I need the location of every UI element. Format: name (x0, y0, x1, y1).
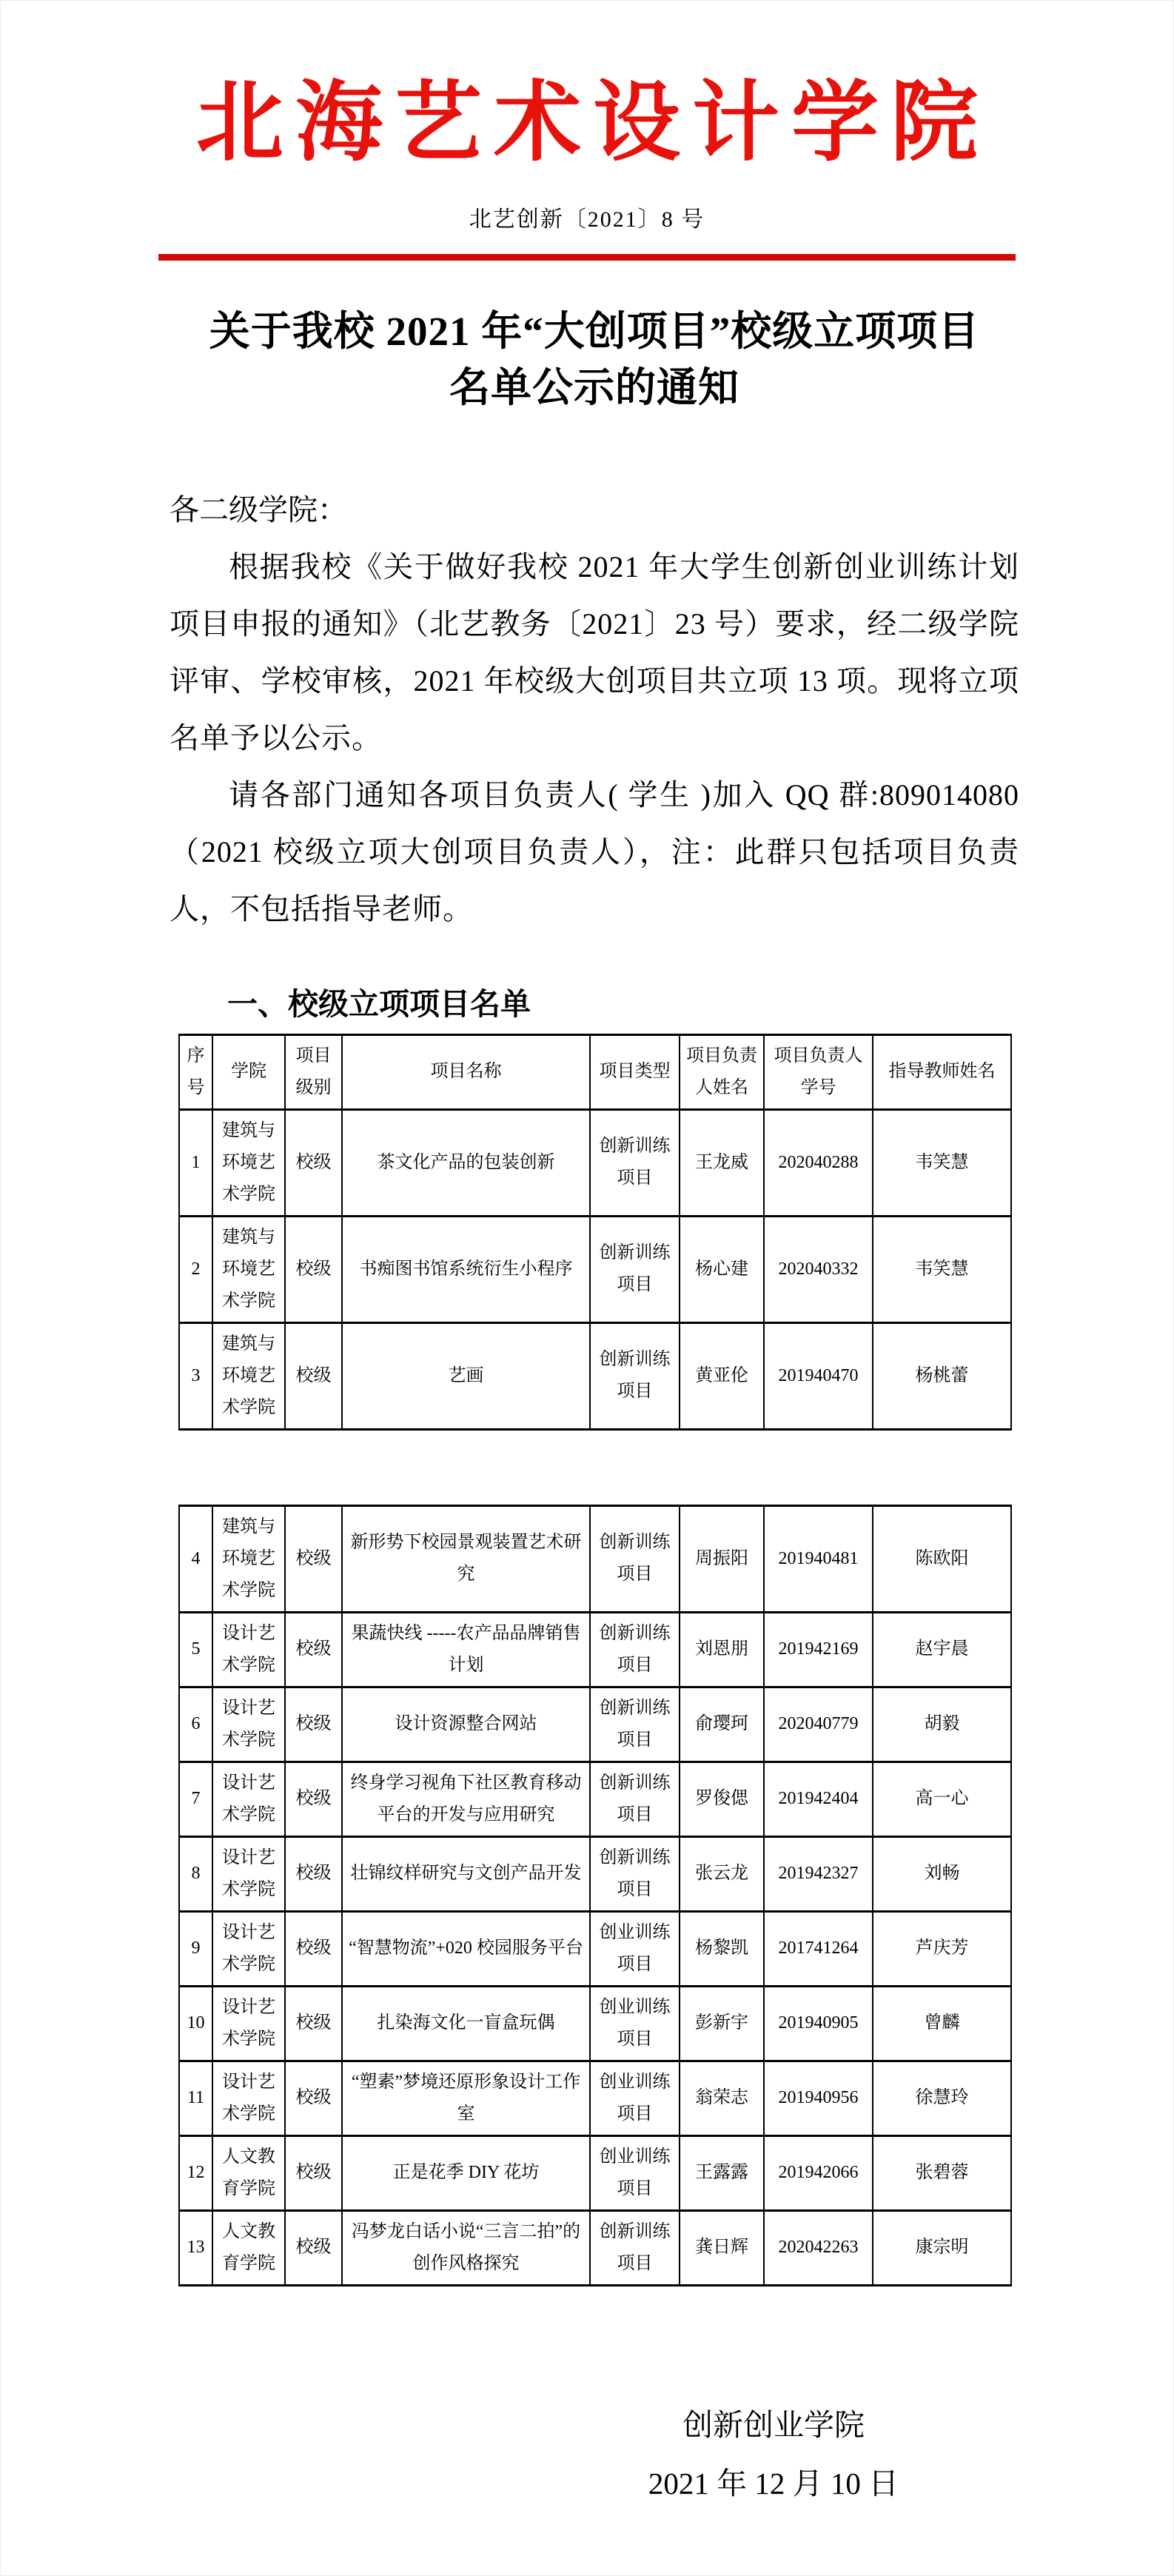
table-cell: 胡毅 (873, 1687, 1011, 1762)
signature-date: 2021 年 12 月 10 日 (648, 2466, 899, 2500)
signature-department: 创新创业学院 (682, 2407, 865, 2442)
table-cell: “塑素”梦境还原形象设计工作室 (342, 2061, 590, 2135)
table-cell: 彭新宇 (680, 1986, 764, 2061)
red-divider-rule (158, 254, 1016, 261)
table-cell: 校级 (285, 1612, 342, 1687)
table-cell: 创业训练项目 (590, 2061, 680, 2135)
table-cell: 创新训练项目 (590, 1687, 680, 1762)
projects-table-header (179, 1034, 1011, 1109)
table-cell: 黄亚伦 (680, 1322, 764, 1429)
table-cell: 果蔬快线 -----农产品品牌销售计划 (342, 1612, 590, 1687)
table-cell: 张云龙 (680, 1836, 764, 1911)
table-cell: 书痴图书馆系统衍生小程序 (342, 1216, 590, 1322)
table-cell: 201942327 (764, 1836, 873, 1911)
table-cell: 建筑与环境艺术学院 (212, 1505, 285, 1612)
table-row (179, 1986, 1011, 2061)
table-cell: 创新训练项目 (590, 1322, 680, 1429)
table-cell: 设计艺术学院 (212, 1911, 285, 1986)
table-cell: 创新训练项目 (590, 1762, 680, 1836)
table-row (179, 2210, 1011, 2285)
salutation: 各二级学院： (170, 492, 347, 526)
projects-table-part2 (178, 1505, 1012, 2286)
table-cell: 杨桃蕾 (873, 1322, 1011, 1429)
table-cell: 创新训练项目 (590, 1505, 680, 1612)
table-cell: 201940956 (764, 2061, 873, 2135)
table-cell: 校级 (285, 2210, 342, 2285)
table-row (179, 1911, 1011, 1986)
table-cell: 1 (179, 1109, 212, 1216)
column-header: 项目名称 (342, 1034, 590, 1109)
table-cell: 201942169 (764, 1612, 873, 1687)
institution-masthead: 北海艺术设计学院 (195, 75, 990, 172)
table-cell: 王露露 (680, 2135, 764, 2210)
document-number: 北艺创新〔2021〕8 号 (469, 207, 705, 232)
table-cell: 徐慧玲 (873, 2061, 1011, 2135)
table-row (179, 2061, 1011, 2135)
table-cell: 建筑与环境艺术学院 (212, 1322, 285, 1429)
table-cell: 翁荣志 (680, 2061, 764, 2135)
table-cell: 校级 (285, 1216, 342, 1322)
table-row (179, 1612, 1011, 1687)
table-cell: 201940905 (764, 1986, 873, 2061)
table-cell: 艺画 (342, 1322, 590, 1429)
table-cell: 周振阳 (680, 1505, 764, 1612)
table-cell: 韦笑慧 (873, 1109, 1011, 1216)
table-cell: 创业训练项目 (590, 1911, 680, 1986)
table-cell: 设计艺术学院 (212, 1986, 285, 2061)
table-cell: 校级 (285, 1986, 342, 2061)
table-cell: 芦庆芳 (873, 1911, 1011, 1986)
table-cell: 康宗明 (873, 2210, 1011, 2285)
section-heading: 一、校级立项项目名单 (227, 986, 531, 1021)
table-cell: 创业训练项目 (590, 1986, 680, 2061)
table-cell: 4 (179, 1505, 212, 1612)
table-cell: 龚日辉 (680, 2210, 764, 2285)
column-header: 项目负责人学号 (764, 1034, 873, 1109)
table-row (179, 1762, 1011, 1836)
table-cell: 201741264 (764, 1911, 873, 1986)
table-cell: 201942404 (764, 1762, 873, 1836)
table-cell: 韦笑慧 (873, 1216, 1011, 1322)
body-paragraph-1: 根据我校《关于做好我校 2021 年大学生创新创业训练计划项目申报的通知》（北艺教务〔2021〕23 号）要求，经二级学院评审、学校审核，2021 年校级大创项目共立项 13 项。现将立项名单予以公示。 (170, 549, 1019, 755)
table-cell: 创新训练项目 (590, 1216, 680, 1322)
table-row (179, 2135, 1011, 2210)
table-cell: 8 (179, 1836, 212, 1911)
table-cell: 201940481 (764, 1505, 873, 1612)
table-cell: 校级 (285, 1109, 342, 1216)
table-cell: 校级 (285, 2135, 342, 2210)
notice-title-line1: 关于我校 2021 年“大创项目”校级立项项目 (209, 308, 980, 354)
table-cell: 正是花季 DIY 花坊 (342, 2135, 590, 2210)
table-cell: 俞璎珂 (680, 1687, 764, 1762)
table-cell: 校级 (285, 1911, 342, 1986)
table-cell: 13 (179, 2210, 212, 2285)
table-cell: 茶文化产品的包装创新 (342, 1109, 590, 1216)
table-cell: 曾麟 (873, 1986, 1011, 2061)
table-cell: 5 (179, 1612, 212, 1687)
table-row (179, 1109, 1011, 1216)
table-row (179, 1322, 1011, 1429)
table-cell: 建筑与环境艺术学院 (212, 1216, 285, 1322)
header-row (179, 1034, 1011, 1109)
table-cell: 扎染海文化一盲盒玩偶 (342, 1986, 590, 2061)
table-cell: 202040332 (764, 1216, 873, 1322)
table-cell: 校级 (285, 2061, 342, 2135)
table-cell: 新形势下校园景观装置艺术研究 (342, 1505, 590, 1612)
projects-table-part1 (178, 1034, 1012, 1431)
table-cell: 7 (179, 1762, 212, 1836)
signature-block (596, 2396, 951, 2513)
table-cell: 人文教育学院 (212, 2135, 285, 2210)
column-header: 指导教师姓名 (873, 1034, 1011, 1109)
body-paragraph-2: 请各部门通知各项目负责人( 学生 )加入 QQ 群:809014080（2021 校级立项大创项目负责人），注：此群只包括项目负责人，不包括指导老师。 (170, 777, 1019, 926)
table-cell: 202042263 (764, 2210, 873, 2285)
table-cell: 校级 (285, 1836, 342, 1911)
table-row (179, 1216, 1011, 1322)
table-cell: 设计艺术学院 (212, 1612, 285, 1687)
table-cell: 杨黎凯 (680, 1911, 764, 1986)
table-cell: 建筑与环境艺术学院 (212, 1109, 285, 1216)
table-cell: 人文教育学院 (212, 2210, 285, 2285)
table-cell: 9 (179, 1911, 212, 1986)
table-cell: 11 (179, 2061, 212, 2135)
table-cell: 设计艺术学院 (212, 1762, 285, 1836)
table-cell: 设计艺术学院 (212, 2061, 285, 2135)
table-cell: 刘畅 (873, 1836, 1011, 1911)
table-cell: 刘恩朋 (680, 1612, 764, 1687)
column-header: 学院 (212, 1034, 285, 1109)
table-row (179, 1505, 1011, 1612)
table-cell: 创新训练项目 (590, 1836, 680, 1911)
table-cell: 校级 (285, 1322, 342, 1429)
table-cell: 3 (179, 1322, 212, 1429)
table-cell: 罗俊偲 (680, 1762, 764, 1836)
table-cell: 终身学习视角下社区教育移动平台的开发与应用研究 (342, 1762, 590, 1836)
table-row (179, 1836, 1011, 1911)
table-cell: 壮锦纹样研究与文创产品开发 (342, 1836, 590, 1911)
table-cell: 设计资源整合网站 (342, 1687, 590, 1762)
notice-title (170, 304, 1019, 416)
table-cell: 赵宇晨 (873, 1612, 1011, 1687)
table-cell: 202040779 (764, 1687, 873, 1762)
table-cell: 校级 (285, 1687, 342, 1762)
table-cell: 12 (179, 2135, 212, 2210)
table-cell: 高一心 (873, 1762, 1011, 1836)
column-header: 序号 (179, 1034, 212, 1109)
table-cell: 王龙威 (680, 1109, 764, 1216)
table-cell: 张碧蓉 (873, 2135, 1011, 2210)
table-cell: 创新训练项目 (590, 2210, 680, 2285)
table-cell: 创新训练项目 (590, 1612, 680, 1687)
table-cell: 陈欧阳 (873, 1505, 1011, 1612)
table-cell: 2 (179, 1216, 212, 1322)
table-cell: 校级 (285, 1762, 342, 1836)
table-cell: 创新训练项目 (590, 1109, 680, 1216)
table-cell: 10 (179, 1986, 212, 2061)
table-cell: 校级 (285, 1505, 342, 1612)
table-cell: “智慧物流”+020 校园服务平台 (342, 1911, 590, 1986)
table-cell: 201940470 (764, 1322, 873, 1429)
table-cell: 设计艺术学院 (212, 1836, 285, 1911)
table-cell: 创业训练项目 (590, 2135, 680, 2210)
column-header: 项目类型 (590, 1034, 680, 1109)
table-row (179, 1687, 1011, 1762)
table-cell: 201942066 (764, 2135, 873, 2210)
table-cell: 冯梦龙白话小说“三言二拍”的创作风格探究 (342, 2210, 590, 2285)
table-cell: 杨心建 (680, 1216, 764, 1322)
notice-title-line2: 名单公示的通知 (449, 364, 739, 410)
column-header: 项目级别 (285, 1034, 342, 1109)
column-header: 项目负责人姓名 (680, 1034, 764, 1109)
table-cell: 6 (179, 1687, 212, 1762)
table-cell: 202040288 (764, 1109, 873, 1216)
table-cell: 设计艺术学院 (212, 1687, 285, 1762)
